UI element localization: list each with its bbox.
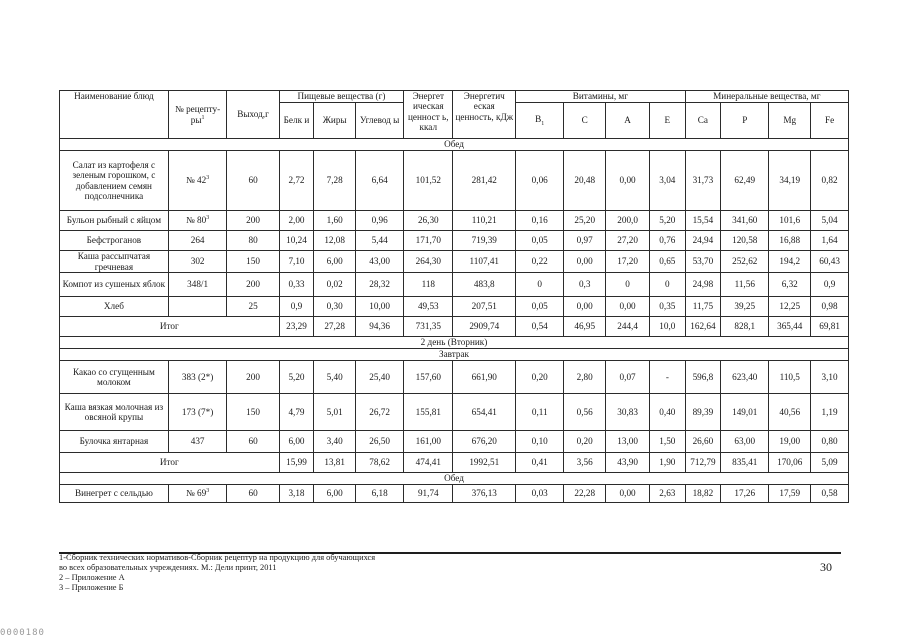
value-kj: 483,8	[453, 273, 516, 297]
dish-name: Каша вязкая молочная из овсяной крупы	[60, 394, 169, 431]
table-header	[60, 91, 849, 139]
header-recipe-no: № рецепту-$ры^1$	[168, 91, 227, 139]
value-kj: 110,21	[453, 211, 516, 231]
total-b1: 0,41	[516, 453, 564, 473]
yield-cell: 150	[227, 251, 279, 273]
table-row	[60, 211, 849, 231]
recipe-number-text: № 42	[185, 175, 207, 186]
header-fat: Жиры	[314, 103, 356, 139]
recipe-number-text: 383 (2*)	[181, 371, 214, 382]
value-fat: 3,40	[314, 431, 356, 453]
value-ca: 53,70	[685, 251, 721, 273]
meal-heading	[60, 473, 849, 485]
total-label: Итог	[60, 317, 280, 337]
value-fe: 0,98	[811, 297, 849, 317]
value-c: 20,48	[564, 151, 606, 211]
total-kcal: 731,35	[404, 317, 453, 337]
footnote-3: 3 – Приложение Б	[59, 583, 124, 592]
footnote-2: 2 – Приложение А	[59, 573, 125, 582]
value-mg: 16,88	[769, 231, 811, 251]
recipe-number-text: 348/1	[187, 279, 209, 290]
value-carbs: 10,00	[356, 297, 404, 317]
value-protein: 2,00	[279, 211, 314, 231]
value-fat: 12,08	[314, 231, 356, 251]
header-fe: Fe	[811, 103, 849, 139]
yield-cell: 200	[227, 273, 279, 297]
total-c: 46,95	[564, 317, 606, 337]
dish-name: Бефстроганов	[60, 231, 169, 251]
value-kj: 207,51	[453, 297, 516, 317]
value-fat: 0,02	[314, 273, 356, 297]
header-nutrients-group: Пищевые вещества (г)	[279, 91, 403, 103]
value-kcal: 171,70	[404, 231, 453, 251]
value-kcal: 161,00	[404, 431, 453, 453]
header-vit-a: A	[606, 103, 650, 139]
header-p: P	[721, 103, 769, 139]
value-b1: 0,05	[516, 231, 564, 251]
total-protein: 23,29	[279, 317, 314, 337]
value-c: 0,3	[564, 273, 606, 297]
day-heading-label: 2 день (Вторник)	[60, 337, 849, 349]
value-protein: 6,00	[279, 431, 314, 453]
value-p: 39,25	[721, 297, 769, 317]
value-fat: 1,60	[314, 211, 356, 231]
meal-heading	[60, 349, 849, 361]
value-mg: 17,59	[769, 485, 811, 503]
table-row	[60, 231, 849, 251]
nutrition-table	[59, 90, 849, 503]
recipe-number-text: 302	[190, 256, 205, 267]
value-ca: 596,8	[685, 361, 721, 394]
total-e: 10,0	[650, 317, 686, 337]
value-c: 0,97	[564, 231, 606, 251]
value-kj: 376,13	[453, 485, 516, 503]
value-fe: 0,58	[811, 485, 849, 503]
total-a: 244,4	[606, 317, 650, 337]
total-row	[60, 453, 849, 473]
value-p: 17,26	[721, 485, 769, 503]
value-p: 11,56	[721, 273, 769, 297]
value-ca: 24,98	[685, 273, 721, 297]
meal-heading-label: Обед	[60, 473, 849, 485]
value-b1: 0,05	[516, 297, 564, 317]
value-protein: 3,18	[279, 485, 314, 503]
value-mg: 110,5	[769, 361, 811, 394]
header-minerals-group: Минеральные вещества, мг	[685, 91, 848, 103]
recipe-number-text: 264	[190, 235, 205, 246]
value-p: 149,01	[721, 394, 769, 431]
dish-name: Винегрет с сельдью	[60, 485, 169, 503]
meal-heading-label: Завтрак	[60, 349, 849, 361]
value-e: 2,63	[650, 485, 686, 503]
total-ca: 712,79	[685, 453, 721, 473]
value-ca: 15,54	[685, 211, 721, 231]
value-a: 13,00	[606, 431, 650, 453]
total-fe: 5,09	[811, 453, 849, 473]
table-row	[60, 485, 849, 503]
value-b1: 0,10	[516, 431, 564, 453]
value-kcal: 264,30	[404, 251, 453, 273]
footnote-1: 1-Сборник технических нормативов-Сборник рецептур на продукцию для обучающихся	[59, 553, 376, 562]
total-fe: 69,81	[811, 317, 849, 337]
dish-name: Бульон рыбный с яйцом	[60, 211, 169, 231]
value-protein: 2,72	[279, 151, 314, 211]
value-mg: 40,56	[769, 394, 811, 431]
value-p: 120,58	[721, 231, 769, 251]
value-protein: 4,79	[279, 394, 314, 431]
value-kj: 654,41	[453, 394, 516, 431]
recipe-number	[168, 231, 227, 251]
header-protein: Белк и	[279, 103, 314, 139]
value-p: 623,40	[721, 361, 769, 394]
recipe-number	[168, 273, 227, 297]
value-kcal: 49,53	[404, 297, 453, 317]
value-fe: 0,82	[811, 151, 849, 211]
value-ca: 89,39	[685, 394, 721, 431]
total-a: 43,90	[606, 453, 650, 473]
meal-heading	[60, 139, 849, 151]
yield-cell: 60	[227, 431, 279, 453]
day-heading	[60, 337, 849, 349]
recipe-number-text: № 80	[185, 215, 207, 226]
value-a: 0,00	[606, 297, 650, 317]
total-e: 1,90	[650, 453, 686, 473]
value-protein: 0,33	[279, 273, 314, 297]
value-fat: 6,00	[314, 485, 356, 503]
value-b1: 0	[516, 273, 564, 297]
total-ca: 162,64	[685, 317, 721, 337]
recipe-number-text: 437	[190, 436, 205, 447]
total-c: 3,56	[564, 453, 606, 473]
footnote-1-cont: во всех образовательных учреждениях. М.: Дели принт, 2011	[59, 563, 277, 572]
recipe-number	[168, 211, 227, 231]
dish-name: Каша рассыпчатая гречневая	[60, 251, 169, 273]
value-carbs: 26,72	[356, 394, 404, 431]
value-protein: 5,20	[279, 361, 314, 394]
value-mg: 34,19	[769, 151, 811, 211]
total-b1: 0,54	[516, 317, 564, 337]
recipe-number	[168, 485, 227, 503]
value-e: 0,76	[650, 231, 686, 251]
value-fe: 5,04	[811, 211, 849, 231]
value-e: -	[650, 361, 686, 394]
table-row	[60, 273, 849, 297]
value-protein: 10,24	[279, 231, 314, 251]
value-kj: 281,42	[453, 151, 516, 211]
value-fat: 0,30	[314, 297, 356, 317]
value-carbs: 26,50	[356, 431, 404, 453]
value-a: 0,00	[606, 151, 650, 211]
value-c: 25,20	[564, 211, 606, 231]
value-fat: 6,00	[314, 251, 356, 273]
total-fat: 27,28	[314, 317, 356, 337]
value-carbs: 6,18	[356, 485, 404, 503]
meal-heading-label: Обед	[60, 139, 849, 151]
table-row	[60, 297, 849, 317]
value-b1: 0,20	[516, 361, 564, 394]
value-c: 0,56	[564, 394, 606, 431]
value-mg: 6,32	[769, 273, 811, 297]
header-vit-c: C	[564, 103, 606, 139]
value-fat: 7,28	[314, 151, 356, 211]
header-carbs: Углевод ы	[356, 103, 404, 139]
total-kj: 2909,74	[453, 317, 516, 337]
total-kcal: 474,41	[404, 453, 453, 473]
dish-name: Какао со сгущенным молоком	[60, 361, 169, 394]
total-label: Итог	[60, 453, 280, 473]
recipe-number-text: № 69	[185, 488, 207, 499]
total-kj: 1992,51	[453, 453, 516, 473]
table-body	[60, 139, 849, 503]
header-energy-kcal: Энергет ическая ценност ь, ккал	[404, 91, 453, 139]
value-ca: 18,82	[685, 485, 721, 503]
value-carbs: 5,44	[356, 231, 404, 251]
value-protein: 0,9	[279, 297, 314, 317]
value-carbs: 43,00	[356, 251, 404, 273]
value-mg: 19,00	[769, 431, 811, 453]
value-ca: 24,94	[685, 231, 721, 251]
value-p: 62,49	[721, 151, 769, 211]
value-e: 0	[650, 273, 686, 297]
total-mg: 365,44	[769, 317, 811, 337]
value-e: 0,65	[650, 251, 686, 273]
value-c: 0,00	[564, 297, 606, 317]
value-fe: 0,80	[811, 431, 849, 453]
value-fat: 5,40	[314, 361, 356, 394]
total-fat: 13,81	[314, 453, 356, 473]
value-fat: 5,01	[314, 394, 356, 431]
dish-name: Булочка янтарная	[60, 431, 169, 453]
recipe-number	[168, 251, 227, 273]
value-carbs: 28,32	[356, 273, 404, 297]
value-p: 63,00	[721, 431, 769, 453]
value-a: 0	[606, 273, 650, 297]
value-kj: 719,39	[453, 231, 516, 251]
recipe-number-text: 173 (7*)	[181, 406, 214, 417]
value-ca: 31,73	[685, 151, 721, 211]
page-number: 30	[820, 560, 832, 574]
header-vitamins-group: Витамины, мг	[516, 91, 685, 103]
header-dish-name: Наименование блюд	[60, 91, 169, 139]
yield-cell: 150	[227, 394, 279, 431]
dish-name: Хлеб	[60, 297, 169, 317]
value-e: 0,40	[650, 394, 686, 431]
value-fe: 1,64	[811, 231, 849, 251]
header-mg: Mg	[769, 103, 811, 139]
value-ca: 11,75	[685, 297, 721, 317]
total-protein: 15,99	[279, 453, 314, 473]
total-carbs: 78,62	[356, 453, 404, 473]
recipe-number	[168, 431, 227, 453]
dish-name: Салат из картофеля с зеленым горошком, с добавлением семян подсолнечника	[60, 151, 169, 211]
value-a: 30,83	[606, 394, 650, 431]
value-kj: 1107,41	[453, 251, 516, 273]
value-kcal: 26,30	[404, 211, 453, 231]
value-fe: 1,19	[811, 394, 849, 431]
recipe-number	[168, 394, 227, 431]
yield-cell: 80	[227, 231, 279, 251]
value-mg: 12,25	[769, 297, 811, 317]
value-fe: 60,43	[811, 251, 849, 273]
dish-name: Компот из сушеных яблок	[60, 273, 169, 297]
total-carbs: 94,36	[356, 317, 404, 337]
yield-cell: 60	[227, 151, 279, 211]
footnotes	[59, 553, 659, 593]
value-e: 3,04	[650, 151, 686, 211]
scan-mark: 0000180	[0, 628, 45, 638]
header-energy-kj: Энергетич еская ценность, кДж	[453, 91, 516, 139]
value-kcal: 155,81	[404, 394, 453, 431]
recipe-superscript: 3	[206, 215, 210, 222]
value-carbs: 0,96	[356, 211, 404, 231]
value-b1: 0,22	[516, 251, 564, 273]
value-b1: 0,03	[516, 485, 564, 503]
value-c: 2,80	[564, 361, 606, 394]
recipe-superscript: 3	[206, 488, 210, 495]
total-p: 835,41	[721, 453, 769, 473]
yield-cell: 200	[227, 211, 279, 231]
header-yield: Выход,г	[227, 91, 279, 139]
value-kcal: 91,74	[404, 485, 453, 503]
value-b1: 0,16	[516, 211, 564, 231]
table-row	[60, 394, 849, 431]
recipe-number	[168, 297, 227, 317]
value-kcal: 157,60	[404, 361, 453, 394]
value-c: 0,00	[564, 251, 606, 273]
yield-cell: 200	[227, 361, 279, 394]
total-row	[60, 317, 849, 337]
value-c: 0,20	[564, 431, 606, 453]
value-kcal: 101,52	[404, 151, 453, 211]
value-e: 5,20	[650, 211, 686, 231]
yield-cell: 60	[227, 485, 279, 503]
value-e: 1,50	[650, 431, 686, 453]
value-kj: 676,20	[453, 431, 516, 453]
value-mg: 101,6	[769, 211, 811, 231]
total-p: 828,1	[721, 317, 769, 337]
yield-cell: 25	[227, 297, 279, 317]
value-p: 252,62	[721, 251, 769, 273]
value-kcal: 118	[404, 273, 453, 297]
table-row	[60, 361, 849, 394]
header-vit-b1: $B_1$	[516, 103, 564, 139]
value-mg: 194,2	[769, 251, 811, 273]
value-a: 17,20	[606, 251, 650, 273]
value-protein: 7,10	[279, 251, 314, 273]
value-carbs: 25,40	[356, 361, 404, 394]
value-p: 341,60	[721, 211, 769, 231]
value-c: 22,28	[564, 485, 606, 503]
value-a: 200,0	[606, 211, 650, 231]
value-b1: 0,06	[516, 151, 564, 211]
value-kj: 661,90	[453, 361, 516, 394]
recipe-number	[168, 361, 227, 394]
value-ca: 26,60	[685, 431, 721, 453]
table-row	[60, 151, 849, 211]
value-e: 0,35	[650, 297, 686, 317]
value-carbs: 6,64	[356, 151, 404, 211]
value-fe: 3,10	[811, 361, 849, 394]
recipe-number	[168, 151, 227, 211]
value-a: 0,07	[606, 361, 650, 394]
value-a: 0,00	[606, 485, 650, 503]
header-ca: Ca	[685, 103, 721, 139]
value-b1: 0,11	[516, 394, 564, 431]
table-row	[60, 431, 849, 453]
value-a: 27,20	[606, 231, 650, 251]
total-mg: 170,06	[769, 453, 811, 473]
table-row	[60, 251, 849, 273]
recipe-superscript: 3	[206, 175, 210, 182]
header-vit-e: E	[650, 103, 686, 139]
value-fe: 0,9	[811, 273, 849, 297]
